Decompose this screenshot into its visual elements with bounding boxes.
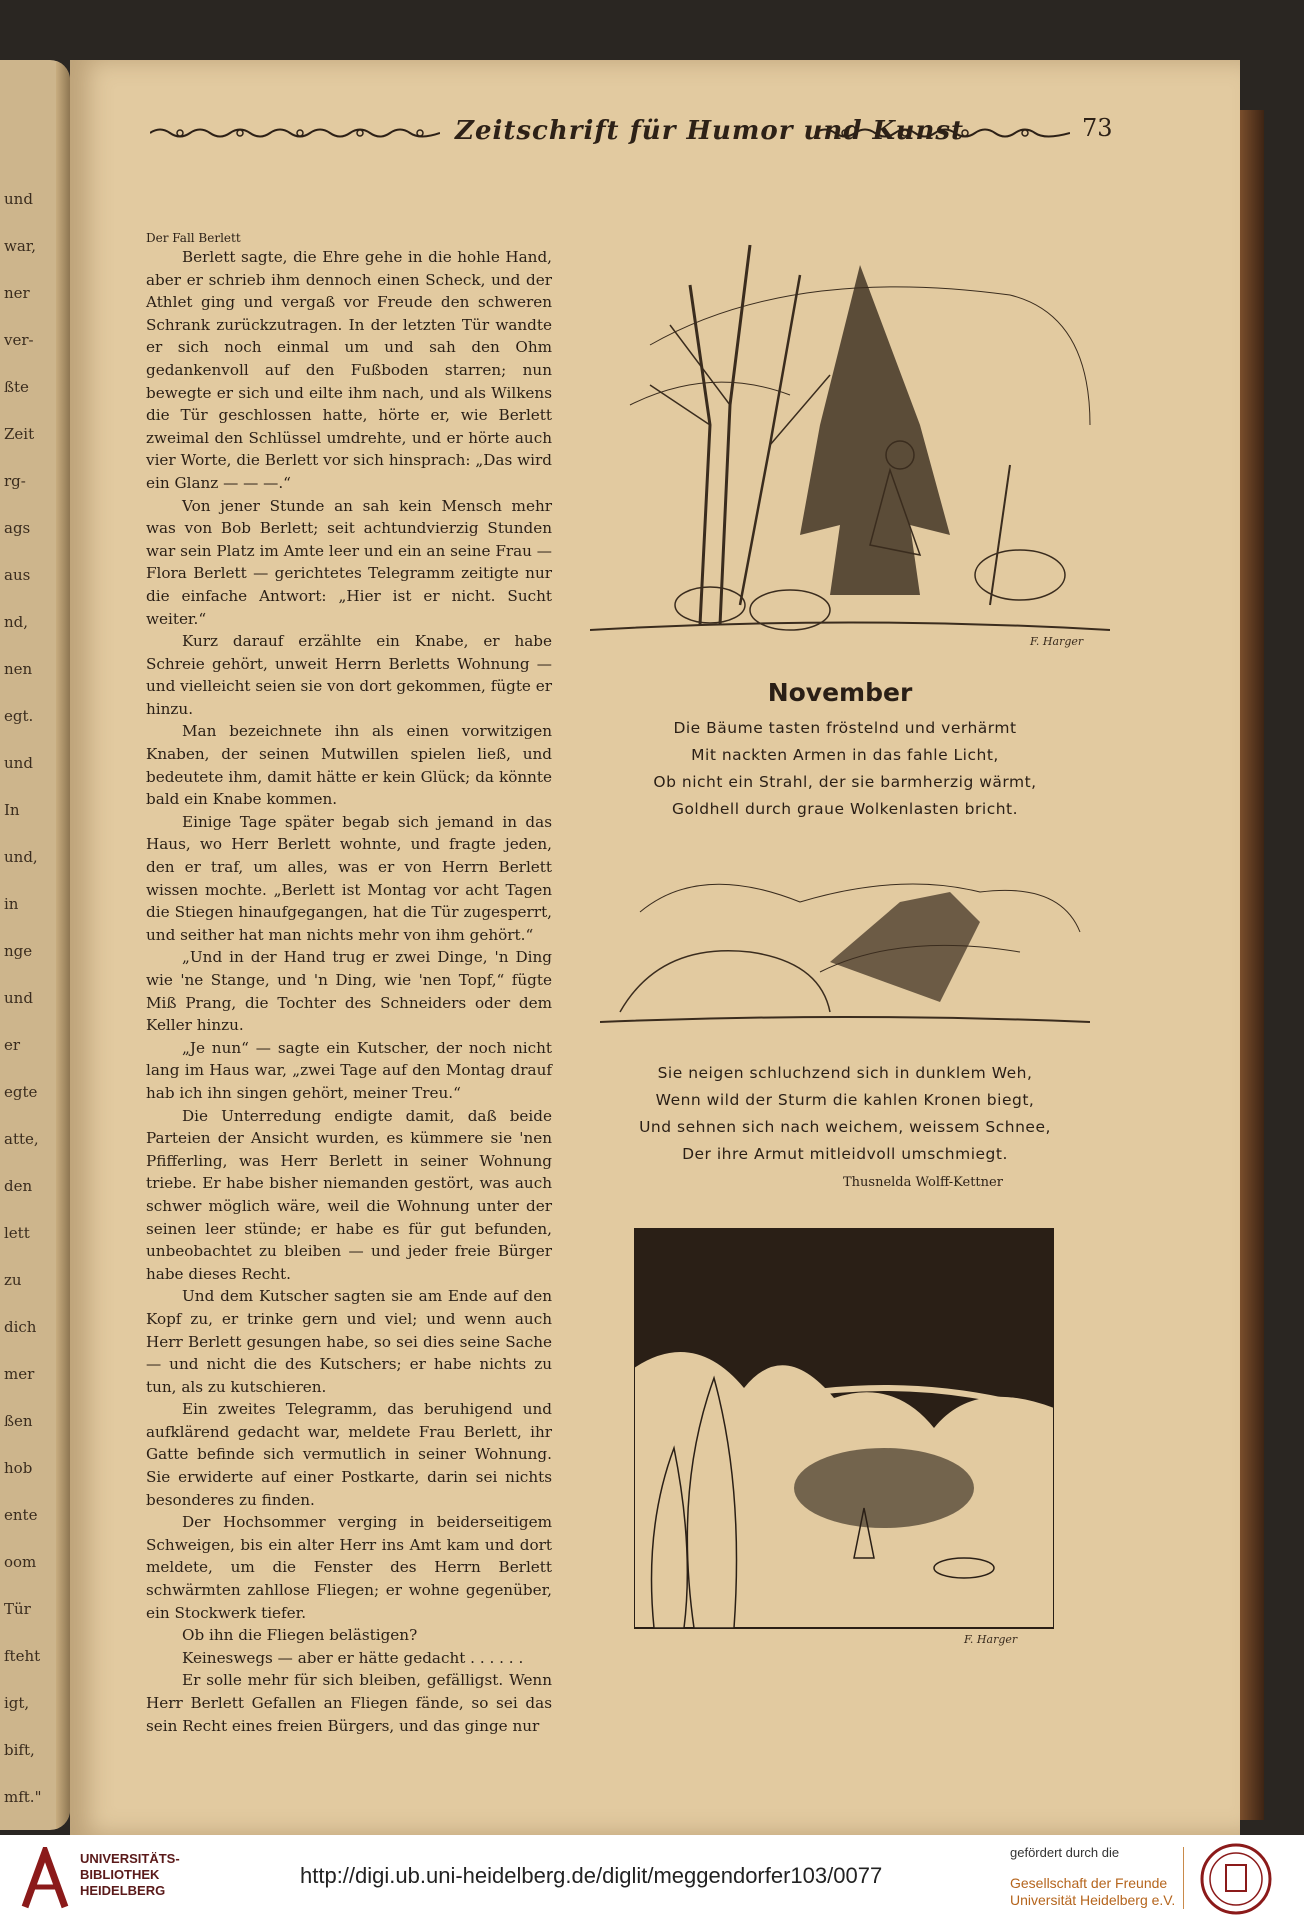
footer-divider xyxy=(1183,1847,1184,1909)
shepherd-illustration xyxy=(590,225,1110,655)
poem-author: Thusnelda Wolff-Kettner xyxy=(843,1175,1003,1190)
article-paragraph: Die Unterredung endigte damit, daß beide Parteien der Ansicht wurden, es kümmere sie 'nen Pfifferling, was Herr Berlett in seiner Wohnung triebe. Er habe bisher niemanden gestört, was auch schwer möglich wäre, weil die Wohnung unter der seinen leer stünde; er habe es für gut befunden, unbeobachtet zu bleiben — und jeder freie Bürger habe dieses Recht. xyxy=(146,1106,552,1283)
left-margin-fragment: atte, xyxy=(4,1130,39,1148)
left-margin-fragment: zu xyxy=(4,1271,22,1289)
left-margin-fragment: war, xyxy=(4,237,37,255)
article-paragraph: Und dem Kutscher sagten sie am Ende auf den Kopf zu, er trinke gern und viel; und wenn auch Herr Berlett gesungen habe, so sei dies seine Sache — und nicht die des Kutschers; er habe nichts zu tun, als zu kutschieren. xyxy=(146,1287,552,1396)
poem-line: Mit nackten Armen in das fahle Licht, xyxy=(691,746,999,764)
winter-forest-illustration xyxy=(634,1228,1054,1648)
left-margin-fragment: und xyxy=(4,190,33,208)
left-margin-fragment: aus xyxy=(4,566,31,584)
page-header xyxy=(80,112,1113,152)
left-margin-fragment: Zeit xyxy=(4,425,35,443)
left-margin-fragment: ner xyxy=(4,284,30,302)
left-margin-fragment: fteht xyxy=(4,1647,41,1665)
left-margin-fragment: ags xyxy=(4,519,31,537)
article-paragraph: Kurz darauf erzählte ein Knabe, er habe Schreie gehört, unweit Herrn Berletts Wohnung — und vielleicht seien sie von dort gekommen, fügte er hinzu. xyxy=(146,632,552,718)
article-paragraph: Ob ihn die Fliegen belästigen? xyxy=(182,1626,418,1645)
left-margin-fragment: und xyxy=(4,754,33,772)
poem-stanza-2 xyxy=(620,1060,1070,1168)
poem-title: November xyxy=(767,678,913,707)
left-margin-fragment: dich xyxy=(4,1318,37,1336)
left-margin-fragment: egte xyxy=(4,1083,38,1101)
article-paragraph: Er solle mehr für sich bleiben, gefälligst. Wenn Herr Berlett Gefallen an Fliegen fände, so sei das sein Recht eines freien Bürgers, und das ginge nur xyxy=(146,1671,552,1735)
ub-logo-icon xyxy=(20,1847,70,1909)
header-ornament-right xyxy=(815,126,1070,140)
article-paragraph: Der Hochsommer verging in beiderseitigem Schweigen, bis ein alter Herr ins Amt kam und dort meldete, um die Fenster des Herrn Berlett schwärmten zahllose Fliegen; er wohne gegenüber, ein Stockwerk tiefer. xyxy=(146,1513,552,1622)
article-paragraph: „Und in der Hand trug er zwei Dinge, 'n Ding wie 'ne Stange, und 'n Ding, wie 'nen Topf,“ fügte Miß Prang, die Tochter des Schneiders oder dem Keller hinzu. xyxy=(146,948,552,1035)
poem-line: Goldhell durch graue Wolkenlasten bricht. xyxy=(671,800,1019,818)
article-paragraph: Man bezeichnete ihn als einen vorwitzigen Knaben, der seinen Mutwillen spielen ließ, und bedeutete ihm, damit hätte er kein Glück; da könnte bald ein Knabe kommen. xyxy=(146,722,552,809)
left-margin-fragment: und, xyxy=(4,848,38,866)
article-column xyxy=(146,230,552,1737)
article-paragraph: Ein zweites Telegramm, das beruhigend und aufklärend gedacht war, meldete Frau Berlett, ihr Gatte befinde sich vermutlich in seiner Wohnung. Sie erwiderte auf einer Postkarte, darin sei nichts besonderes zu finden. xyxy=(146,1400,552,1509)
support-note: gefördert durch die xyxy=(1010,1845,1120,1860)
left-margin-fragment: nen xyxy=(4,660,33,678)
running-head: Der Fall Berlett xyxy=(146,231,241,245)
page-number: 73 xyxy=(1082,114,1113,142)
poem-line: Die Bäume tasten fröstelnd und verhärmt xyxy=(673,719,1017,737)
left-margin-fragment: ver- xyxy=(4,331,34,349)
poem-line: Sie neigen schluchzend sich in dunklem Weh, xyxy=(657,1064,1033,1082)
poem-stanza-1 xyxy=(620,715,1070,823)
left-margin-fragment: bift, xyxy=(4,1741,35,1759)
left-margin-fragment: In xyxy=(4,801,20,819)
left-margin-fragment: den xyxy=(4,1177,33,1195)
page-gutter xyxy=(56,60,70,1830)
left-margin-fragment: lett xyxy=(4,1224,30,1242)
article-paragraph: Berlett sagte, die Ehre gehe in die hohle Hand, aber er schrieb ihm dennoch einen Scheck, und der Athlet ging und vergaß vor Freude den schweren Schrank zurückzutragen. In der letzten Tür wandte er sich noch einmal um und sah den Ohm gedankenvoll auf den Fußboden starren; nun bewegte er sich und eilte ihm nach, und als Wilkens die Tür geschlossen hatte, hörte er, wie Berlett zweimal den Schlüssel umdrehte, und er hörte auch vier Worte, die Berlett vor sich hinsprach: „Das wird ein Glanz — — —.“ xyxy=(146,248,552,492)
poem-line: Wenn wild der Sturm die kahlen Kronen biegt, xyxy=(655,1091,1035,1109)
permalink-url[interactable]: http://digi.ub.uni-heidelberg.de/diglit/meggendorfer103/0077 xyxy=(300,1863,883,1888)
left-margin-fragment: nd, xyxy=(4,613,29,631)
left-margin-fragment: rg- xyxy=(4,472,26,490)
left-margin-fragment: ßen xyxy=(4,1412,33,1430)
storm-landscape-illustration xyxy=(600,862,1090,1037)
header-ornament-left xyxy=(150,126,440,140)
left-margin-fragment: egt. xyxy=(4,707,34,725)
left-margin-fragment: oom xyxy=(4,1553,37,1571)
left-page-edge xyxy=(0,60,70,1830)
article-body xyxy=(146,246,552,1737)
library-name: UNIVERSITÄTS- BIBLIOTHEK HEIDELBERG xyxy=(80,1851,180,1898)
artist-signature-1: F. Harger xyxy=(1030,635,1084,648)
left-margin-fragment: und xyxy=(4,989,33,1007)
left-margin-fragment: ßte xyxy=(4,378,29,396)
left-margin-fragment: mer xyxy=(4,1365,35,1383)
society-name: Gesellschaft der Freunde Universität Heidelberg e.V. xyxy=(1010,1875,1176,1908)
footer-bar xyxy=(0,1835,1304,1922)
left-margin-fragment: in xyxy=(4,895,19,913)
left-margin-fragment: mft." xyxy=(4,1788,42,1806)
article-paragraph: „Je nun“ — sagte ein Kutscher, der noch nicht lang im Haus war, „zwei Tage auf den Montag drauf hab ich ihn singen gehört, meiner Treu.“ xyxy=(146,1038,552,1102)
poem-line: Und sehnen sich nach weichem, weissem Schnee, xyxy=(639,1118,1051,1136)
university-seal-icon xyxy=(1200,1843,1272,1915)
poem-line: Ob nicht ein Strahl, der sie barmherzig wärmt, xyxy=(653,773,1037,791)
left-margin-fragment: hob xyxy=(4,1459,33,1477)
article-paragraph: Keineswegs — aber er hätte gedacht . . . . . . xyxy=(182,1648,524,1667)
journal-title: Zeitschrift für Humor und Kunst xyxy=(455,116,965,146)
article-paragraph: Einige Tage später begab sich jemand in das Haus, wo Herr Berlett wohnte, und fragte jeden, den er traf, um alles, was er von Herrn Berlett wissen mochte. „Berlett ist Montag vor acht Tagen die Stiegen hinaufgegangen, hat die Tür zugesperrt, und seither hat man nichts mehr von ihm gehört.“ xyxy=(146,812,552,944)
left-margin-fragment: ente xyxy=(4,1506,38,1524)
artist-signature-2: F. Harger xyxy=(964,1633,1018,1646)
left-margin-fragment: Tür xyxy=(4,1600,31,1618)
left-margin-fragment: er xyxy=(4,1036,21,1054)
left-margin-fragment: igt, xyxy=(4,1694,30,1712)
book-edge xyxy=(1240,110,1264,1820)
poem-line: Der ihre Armut mitleidvoll umschmiegt. xyxy=(682,1145,1008,1163)
article-paragraph: Von jener Stunde an sah kein Mensch mehr was von Bob Berlett; seit achtundvierzig Stunden war sein Platz im Amte leer und ein an seine Frau — Flora Berlett — gerichtetes Telegramm zeitigte nur die einfache Antwort: „Hier ist er nicht. Sucht weiter.“ xyxy=(146,496,552,628)
left-margin-fragment: nge xyxy=(4,942,33,960)
